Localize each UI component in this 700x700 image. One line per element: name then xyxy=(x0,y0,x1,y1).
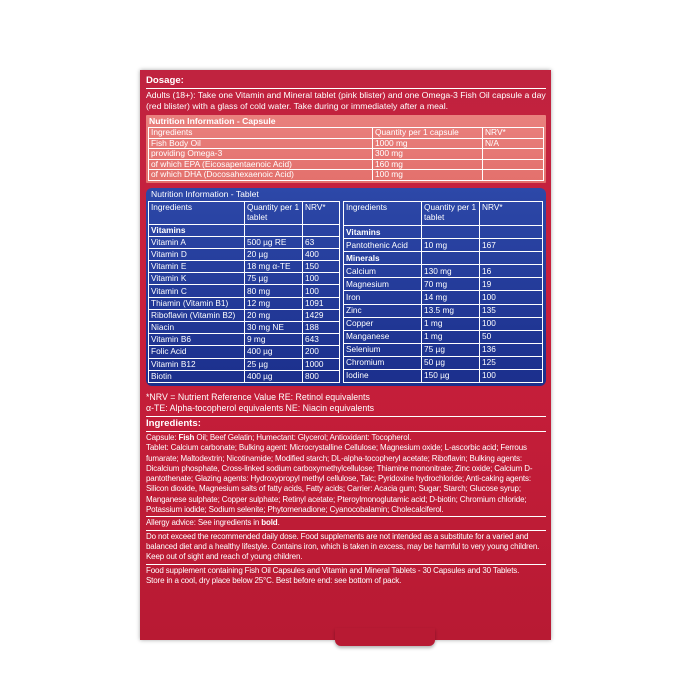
table-cell: Vitamin B6 xyxy=(149,334,245,346)
table-cell: 1 mg xyxy=(422,317,480,330)
table-cell: Chromium xyxy=(344,356,422,369)
table-cell: 100 xyxy=(303,285,340,297)
table-cell: 100 xyxy=(480,317,543,330)
table-cell: 75 µg xyxy=(422,343,480,356)
table-cell: 400 xyxy=(303,248,340,260)
table-cell: Ingredients xyxy=(344,201,422,226)
table-cell: 30 mg NE xyxy=(245,322,303,334)
pack-contents: Food supplement containing Fish Oil Capsules and Vitamin and Mineral Tablets - 30 Capsules and 30 Tablets. xyxy=(146,565,520,575)
dosage-heading: Dosage: xyxy=(146,75,184,86)
table-cell: 50 µg xyxy=(422,356,480,369)
table-row xyxy=(149,370,340,382)
table-cell: Zinc xyxy=(344,304,422,317)
table-row xyxy=(149,273,340,285)
table-cell xyxy=(422,226,480,239)
table-cell: Manganese xyxy=(344,330,422,343)
tablet-ingredients: Tablet: Calcium carbonate; Bulking agent: Microcrystalline Cellulose; Magnesium oxide; L-ascorbic acid; Ferrous fumarate; Maltodextrin; Nicotinamide; Modified starch; DL-alpha-tocopheryl acetate; Riboflavin; Bulking agents: Dicalcium phosphate, Cross-linked sodium carboxymethylcellulose; Thiamine mononitrate; Zinc oxide; Calcium D-pantothenate; Glazing agents: Hydroxypropyl methyl cellulose, Talc; Pyridoxine hydrochloride; Anti-caking agents: Silicon dioxide, Magnesium salts of fatty acids, Fatty acids; Carrier: Acacia gum; Sugar; Starch; Glucose syrup; Manganese sulphate; Copper sulphate; Retinyl acetate; Pteroylmonoglutamic acid; D-biotin; Chromium chloride; Potassium iodide; Sodium selenite; Phytomenadione; Cyanocobalamin; Cholecalciferol. xyxy=(146,443,533,515)
ingredients-heading: Ingredients: xyxy=(146,417,201,429)
table-cell: 400 µg xyxy=(245,370,303,382)
table-row xyxy=(149,309,340,321)
table-row xyxy=(149,248,340,260)
table-cell: 70 mg xyxy=(422,278,480,291)
table-cell: 643 xyxy=(303,334,340,346)
table-cell xyxy=(483,159,544,170)
capsule-table-title: Nutrition Information - Capsule xyxy=(149,116,276,126)
capsule-nutrition-panel xyxy=(146,115,546,183)
table-cell: 188 xyxy=(303,322,340,334)
table-cell: 1 mg xyxy=(422,330,480,343)
table-cell xyxy=(480,226,543,239)
nrv-note-line: α-TE: Alpha-tocopherol equivalents NE: Niacin equivalents xyxy=(146,402,375,413)
table-cell: Vitamins xyxy=(344,226,422,239)
dosage-text: Adults (18+): Take one Vitamin and Mineral tablet (pink blister) and one Omega-3 Fish Oil capsule a day (red blister) with a glass of cold water. Take during or immediately after a meal. xyxy=(146,90,546,111)
table-cell: 500 µg RE xyxy=(245,236,303,248)
table-row xyxy=(149,346,340,358)
divider xyxy=(146,88,546,89)
table-cell: 167 xyxy=(480,239,543,252)
table-cell: 50 xyxy=(480,330,543,343)
divider xyxy=(146,416,546,417)
table-cell: NRV* xyxy=(303,201,340,224)
table-cell: Iron xyxy=(344,291,422,304)
table-cell xyxy=(245,224,303,236)
table-header-row xyxy=(344,201,543,226)
table-cell: 75 µg xyxy=(245,273,303,285)
table-cell: 100 xyxy=(303,273,340,285)
table-cell: 150 xyxy=(303,261,340,273)
table-row xyxy=(344,291,543,304)
table-cell: 200 xyxy=(303,346,340,358)
storage-text: Store in a cool, dry place below 25°C. Best before end: see bottom of pack. xyxy=(146,575,402,585)
allergy-advice: Allergy advice: See ingredients in bold. xyxy=(146,518,280,528)
table-cell: 80 mg xyxy=(245,285,303,297)
table-cell: Vitamin K xyxy=(149,273,245,285)
divider xyxy=(146,564,546,565)
table-row xyxy=(344,317,543,330)
table-row xyxy=(149,170,544,181)
table-row xyxy=(344,343,543,356)
capsule-nutrition-table xyxy=(148,127,544,181)
table-cell: 100 xyxy=(480,369,543,382)
table-header-row xyxy=(149,201,340,224)
tablet-table-title: Nutrition Information - Tablet xyxy=(151,188,259,199)
table-cell: 1091 xyxy=(303,297,340,309)
table-row xyxy=(149,285,340,297)
table-cell: 800 xyxy=(303,370,340,382)
table-cell xyxy=(303,224,340,236)
table-cell: Vitamin C xyxy=(149,285,245,297)
table-cell: 300 mg xyxy=(373,149,483,160)
capsule-ingredients: Capsule: Fish Oil; Beef Gelatin; Humectant: Glycerol; Antioxidant: Tocopherol. xyxy=(146,432,412,442)
table-cell: Biotin xyxy=(149,370,245,382)
table-cell: Vitamin D xyxy=(149,248,245,260)
table-cell: Folic Acid xyxy=(149,346,245,358)
divider xyxy=(146,530,546,531)
table-cell: 130 mg xyxy=(422,265,480,278)
table-row xyxy=(149,297,340,309)
table-cell xyxy=(483,149,544,160)
table-cell: Riboflavin (Vitamin B2) xyxy=(149,309,245,321)
table-cell: 20 µg xyxy=(245,248,303,260)
table-cell: 125 xyxy=(480,356,543,369)
table-cell: Iodine xyxy=(344,369,422,382)
table-cell: of which DHA (Docosahexaenoic Acid) xyxy=(149,170,373,181)
table-cell: Quantity per 1 tablet xyxy=(245,201,303,224)
table-cell: 136 xyxy=(480,343,543,356)
divider xyxy=(146,516,546,517)
table-cell: Vitamin A xyxy=(149,236,245,248)
table-row xyxy=(149,138,544,149)
table-section-row xyxy=(149,224,340,236)
table-cell: Quantity per 1 tablet xyxy=(422,201,480,226)
table-cell: NRV* xyxy=(480,201,543,226)
table-cell: 135 xyxy=(480,304,543,317)
table-cell: 9 mg xyxy=(245,334,303,346)
nrv-notes xyxy=(146,392,546,414)
table-cell: Minerals xyxy=(344,252,422,265)
table-cell: Fish Body Oil xyxy=(149,138,373,149)
table-cell: Ingredients xyxy=(149,128,373,139)
table-section-row xyxy=(344,252,543,265)
table-row xyxy=(149,261,340,273)
table-cell: Vitamins xyxy=(149,224,245,236)
table-cell: Pantothenic Acid xyxy=(344,239,422,252)
divider xyxy=(146,431,546,432)
table-cell: N/A xyxy=(483,138,544,149)
table-cell: Selenium xyxy=(344,343,422,356)
table-cell: 150 µg xyxy=(422,369,480,382)
table-cell: 18 mg α-TE xyxy=(245,261,303,273)
table-row xyxy=(344,278,543,291)
table-row xyxy=(344,356,543,369)
table-cell: providing Omega-3 xyxy=(149,149,373,160)
table-cell: 13.5 mg xyxy=(422,304,480,317)
table-cell: 16 xyxy=(480,265,543,278)
table-cell xyxy=(483,170,544,181)
table-cell: Ingredients xyxy=(149,201,245,224)
pack-label xyxy=(146,72,546,586)
table-cell: 10 mg xyxy=(422,239,480,252)
table-cell: Niacin xyxy=(149,322,245,334)
table-cell xyxy=(480,252,543,265)
table-cell: 400 µg xyxy=(245,346,303,358)
table-row xyxy=(344,330,543,343)
table-cell: 160 mg xyxy=(373,159,483,170)
table-row xyxy=(344,265,543,278)
table-cell: 63 xyxy=(303,236,340,248)
tablet-nutrition-panel xyxy=(146,188,546,386)
table-cell: Vitamin E xyxy=(149,261,245,273)
table-row xyxy=(149,159,544,170)
table-row xyxy=(149,334,340,346)
table-cell: 1000 xyxy=(303,358,340,370)
ingredients-block xyxy=(146,433,546,586)
table-cell: Vitamin B12 xyxy=(149,358,245,370)
tablet-table-left xyxy=(148,201,340,383)
table-cell: Quantity per 1 capsule xyxy=(373,128,483,139)
warning-text: Do not exceed the recommended daily dose. Food supplements are not intended as a substitute for a varied and balanced diet and a healthy lifestyle. Contains iron, which is taken in excess, may be harmful to very young children. Keep out of sight and reach of young children. xyxy=(146,531,540,562)
table-cell: 14 mg xyxy=(422,291,480,304)
table-row xyxy=(344,369,543,382)
tablet-table-right xyxy=(343,201,543,383)
table-cell: 12 mg xyxy=(245,297,303,309)
table-section-row xyxy=(344,226,543,239)
table-cell: 25 µg xyxy=(245,358,303,370)
table-cell: 1429 xyxy=(303,309,340,321)
table-header-row xyxy=(149,128,544,139)
table-cell: 19 xyxy=(480,278,543,291)
table-row xyxy=(149,236,340,248)
table-cell: Copper xyxy=(344,317,422,330)
table-cell: Magnesium xyxy=(344,278,422,291)
table-cell: Thiamin (Vitamin B1) xyxy=(149,297,245,309)
table-row xyxy=(149,322,340,334)
table-cell: 100 xyxy=(480,291,543,304)
table-cell: Calcium xyxy=(344,265,422,278)
table-cell: 100 mg xyxy=(373,170,483,181)
table-cell: NRV* xyxy=(483,128,544,139)
table-cell: 20 mg xyxy=(245,309,303,321)
nrv-note-line: *NRV = Nutrient Reference Value RE: Retinol equivalents xyxy=(146,391,370,402)
table-cell: of which EPA (Eicosapentaenoic Acid) xyxy=(149,159,373,170)
table-cell: 1000 mg xyxy=(373,138,483,149)
table-cell xyxy=(422,252,480,265)
table-row xyxy=(344,304,543,317)
table-row xyxy=(344,239,543,252)
pack-tab xyxy=(335,628,435,646)
table-row xyxy=(149,358,340,370)
table-row xyxy=(149,149,544,160)
